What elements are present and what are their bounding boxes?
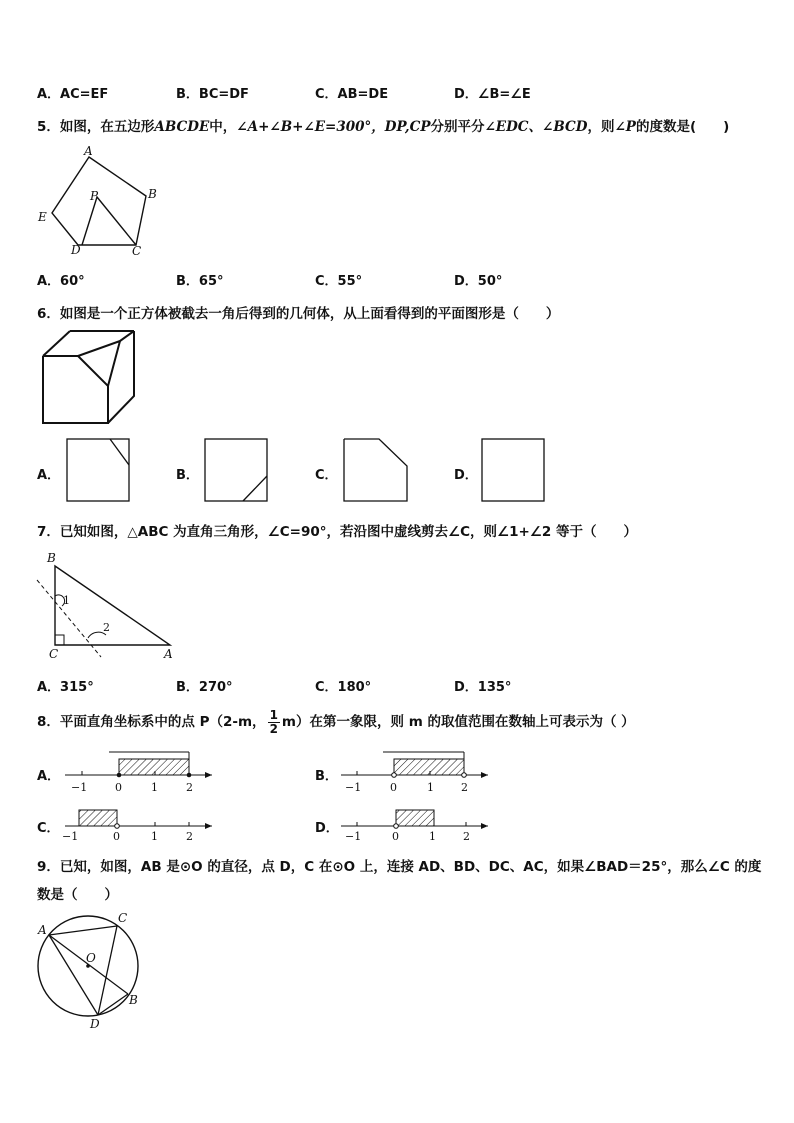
q8-option-b: B．: [315, 769, 338, 784]
q8-c-tick-1: 1: [151, 830, 158, 843]
q9-label-o: O: [86, 951, 96, 965]
q9-question-line2: 数是（ ）: [37, 887, 118, 903]
q5-option-d: D．50°: [454, 274, 503, 289]
q7-angle-2: 2: [103, 621, 110, 634]
q7-option-c: C．180°: [315, 680, 372, 695]
q5-label-p: P: [90, 189, 99, 203]
q6-question-text: 6．如图是一个正方体被截去一角后得到的几何体，从上面看得到的平面图形是（ ）: [37, 306, 560, 322]
q4-option-b: B．BC=DF: [176, 87, 249, 102]
q8-a-tick-0: 0: [115, 781, 122, 794]
q6-option-c: C．: [315, 468, 338, 483]
q5-question-text: 5．如图，在五边形ABCDE中，∠A+∠B+∠E=300°，DP,CP分别平分∠EDC、∠BCD，则∠P的度数是( ): [37, 119, 730, 135]
q9-label-a: A: [38, 923, 47, 937]
q5-option-a: A．60°: [37, 274, 85, 289]
q7-question-text: 7．已知如图，△ABC 为直角三角形，∠C=90°，若沿图中虚线剪去∠C，则∠1+∠2 等于（ ）: [37, 524, 637, 540]
q9-question-line1: 9．已知，如图，AB 是⊙O 的直径，点 D，C 在⊙O 上，连接 AD、BD、DC、AC，如果∠BAD＝25°，那么∠C 的度: [37, 859, 762, 875]
q5-label-e: E: [38, 210, 47, 224]
q9-label-c: C: [118, 911, 128, 925]
q5-option-b: B．65°: [176, 274, 224, 289]
q8-d-tick-neg1: −1: [345, 830, 362, 843]
q4-option-a: A．AC=EF: [37, 87, 109, 102]
q6-option-b: B．: [176, 468, 199, 483]
q5-label-a: A: [84, 144, 93, 158]
q7-angle-1: 1: [63, 594, 70, 607]
q5-label-b: B: [148, 187, 157, 201]
q8-a-tick-neg1: −1: [71, 781, 88, 794]
q8-b-tick-0: 0: [390, 781, 397, 794]
q9-label-d: D: [90, 1017, 100, 1031]
q8-d-tick-1: 1: [429, 830, 436, 843]
q7-label-c: C: [49, 647, 59, 661]
q5-label-c: C: [132, 244, 142, 258]
q8-option-c: C．: [37, 821, 60, 836]
q7-label-a: A: [164, 647, 173, 661]
q7-label-b: B: [47, 551, 56, 565]
q8-b-tick-neg1: −1: [345, 781, 362, 794]
q8-c-tick-neg1: −1: [62, 830, 79, 843]
q8-a-tick-1: 1: [151, 781, 158, 794]
q6-option-a: A．: [37, 468, 61, 483]
q5-option-c: C．55°: [315, 274, 363, 289]
q8-fraction: $\frac{1}{2}$: [269, 707, 278, 736]
q8-a-tick-2: 2: [186, 781, 193, 794]
q8-option-d: D．: [315, 821, 339, 836]
q8-c-tick-0: 0: [113, 830, 120, 843]
q8-c-tick-2: 2: [186, 830, 193, 843]
q5-label-d: D: [71, 243, 81, 257]
q7-option-d: D．135°: [454, 680, 512, 695]
q8-d-tick-2: 2: [463, 830, 470, 843]
q4-option-c: C．AB=DE: [315, 87, 389, 102]
q8-b-tick-1: 1: [427, 781, 434, 794]
q4-option-d: D．∠B=∠E: [454, 87, 531, 102]
q7-option-a: A．315°: [37, 680, 94, 695]
q8-option-a: A．: [37, 769, 61, 784]
q9-label-b: B: [129, 993, 138, 1007]
q8-question-text: 8．平面直角坐标系中的点 P（2-m， $\frac{1}{2}$ m）在第一象限，则 m 的取值范围在数轴上可表示为（ ）: [37, 707, 635, 736]
q6-option-d: D．: [454, 468, 478, 483]
q8-d-tick-0: 0: [392, 830, 399, 843]
q8-b-tick-2: 2: [461, 781, 468, 794]
q7-option-b: B．270°: [176, 680, 233, 695]
